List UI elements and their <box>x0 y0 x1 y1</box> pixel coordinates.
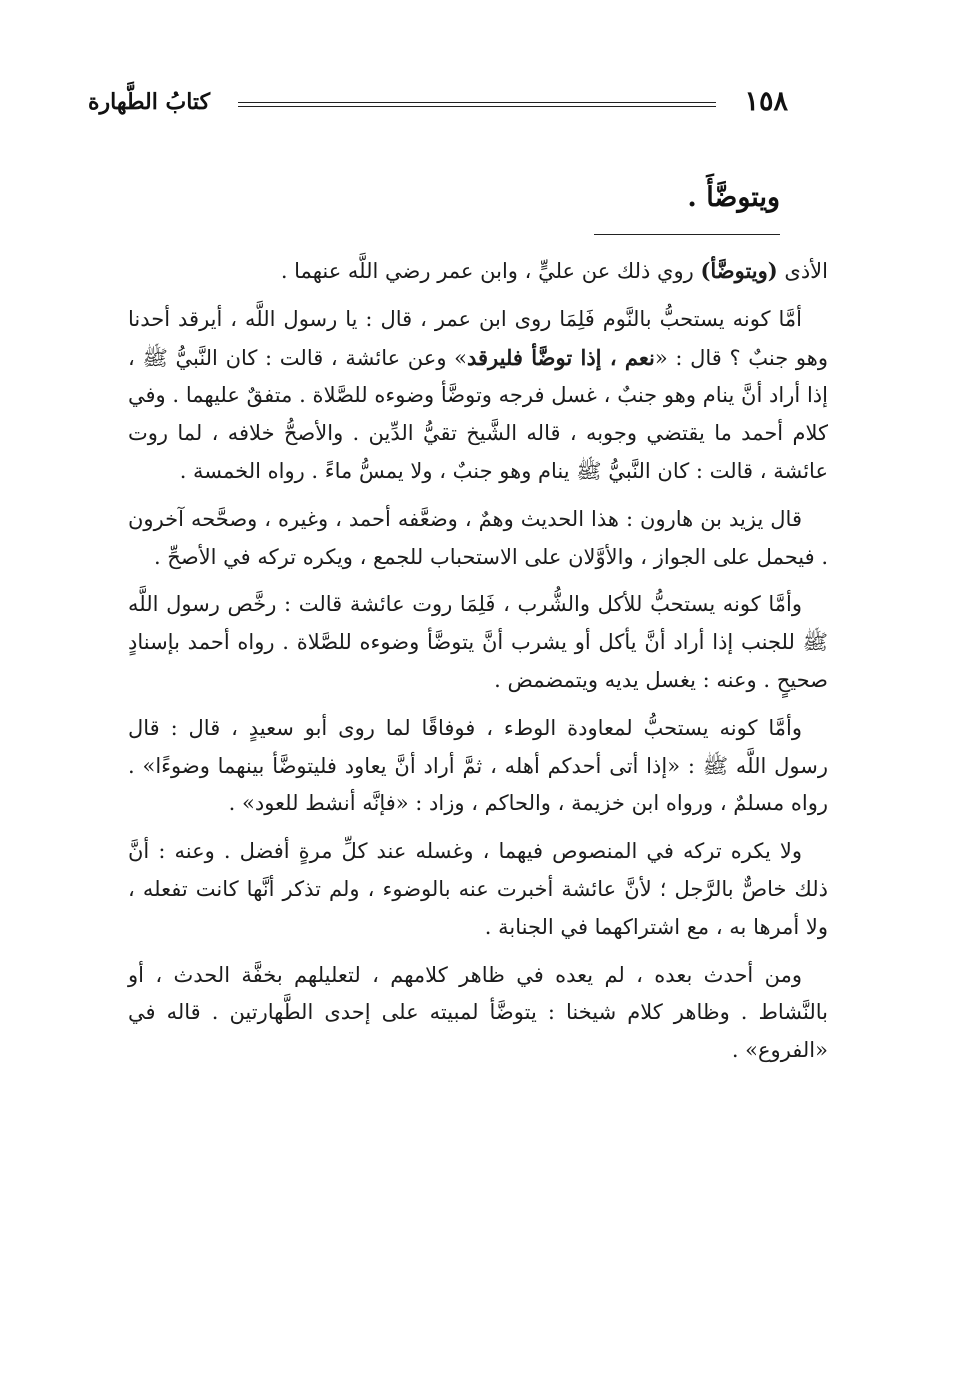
bold-segment: (ويتوضَّأ) <box>700 258 778 283</box>
page-number: ١٥٨ <box>744 86 788 117</box>
text-segment: وأمَّا كونه يستحبُّ لمعاودة الوطء ، فوفاقًا لما روى أبو سعيدٍ ، قال : قال رسول اللَّه ﷺ : «إذا أتى أحدكم أهله ، ثمَّ أراد أنَّ يعاود فليتوضَّأ بينهما وضوءًا» . رواه مسلمٌ ، ورواه ابن خزيمة ، والحاكم ، وزاد : «فإنَّه أنشط للعود» . <box>128 715 828 816</box>
paragraph-7 <box>128 957 828 1070</box>
text-segment: ولا يكره تركه في المنصوص فيهما ، وغسله عند كلِّ مرةٍ أفضل . وعنه : أنَّ ذلك خاصٌّ بالرَّجل ؛ لأنَّ عائشة أخبرت عنه بالوضوء ، ولم تذكر أنَّها كانت تفعله ، ولا أمرها به ، مع اشتراكهما في الجنابة . <box>128 839 828 939</box>
matn-text: ويتوضَّأَ . <box>687 182 780 213</box>
bold-segment: نعم ، إذا توضَّأ فليرقد <box>466 344 655 370</box>
text-segment: وأمَّا كونه يستحبُّ للأكل والشُّرب ، فَلِمَا روت عائشة قالت : رخَّص رسول اللَّه ﷺ للجنب إذا أراد أنَّ يأكل أو يشرب أنَّ يتوضَّأ وضوءه للصَّلاة . رواه أحمد بإسنادٍ صحيحٍ . وعنه : يغسل يديه ويتمضمض . <box>128 592 828 692</box>
text-segment: قال يزيد بن هارون : هذا الحديث وهمٌ ، وضعَّفه أحمد ، وغيره ، وصحَّحه آخرون . فيحمل على الجواز ، والأوَّلان على الاستحباب للجمع ، ويكره تركه في الأصحِّ . <box>128 506 828 569</box>
text-segment: ومن أحدث بعده ، لم يعده في ظاهر كلامهم ، لتعليلهم بخفَّة الحدث ، أو بالنَّشاط . وظاهر كلام شيخنا : يتوضَّأ لمبيته على إحدى الطَّهارتين . قاله في «الفروع» . <box>128 962 828 1063</box>
paragraph-1 <box>128 252 828 291</box>
text-segment: روي ذلك عن عليٍّ ، وابن عمر رضي اللَّه عنهما . <box>280 259 701 283</box>
text-segment: » وعن عائشة ، قالت : كان النَّبيُّ ﷺ ، إذا أراد أنَّ ينام وهو جنبٌ ، غسل فرجه وتوضَّأ وضوءه للصَّلاة . متفقٌ عليهما . وفي كلام أحمد ما يقتضي وجوبه ، قاله الشَّيخ تقيُّ الدِّين . والأصحُّ خلافه ، لما روت عائشة ، قالت : كان النَّبيُّ ﷺ ينام وهو جنبٌ ، ولا يمسُّ ماءً . رواه الخمسة . <box>128 345 828 483</box>
paragraph-4 <box>128 586 828 699</box>
header-double-rule <box>238 102 716 103</box>
paragraph-6 <box>128 833 828 946</box>
text-segment: أمَّا كونه يستحبُّ بالنَّوم فَلِمَا روى ابن عمر ، قال : يا رسول اللَّه ، أيرقد أحدنا وهو جنبٌ ؟ قال : « <box>128 306 828 370</box>
paragraph-3 <box>128 501 828 577</box>
commentary-body <box>128 252 828 1080</box>
running-header <box>88 84 788 124</box>
book-title: كتابُ الطَّهارة <box>88 89 211 115</box>
matn-separator-rule <box>594 234 780 235</box>
paragraph-2 <box>128 301 828 491</box>
paragraph-5 <box>128 710 828 823</box>
text-segment: الأذى <box>777 259 828 283</box>
